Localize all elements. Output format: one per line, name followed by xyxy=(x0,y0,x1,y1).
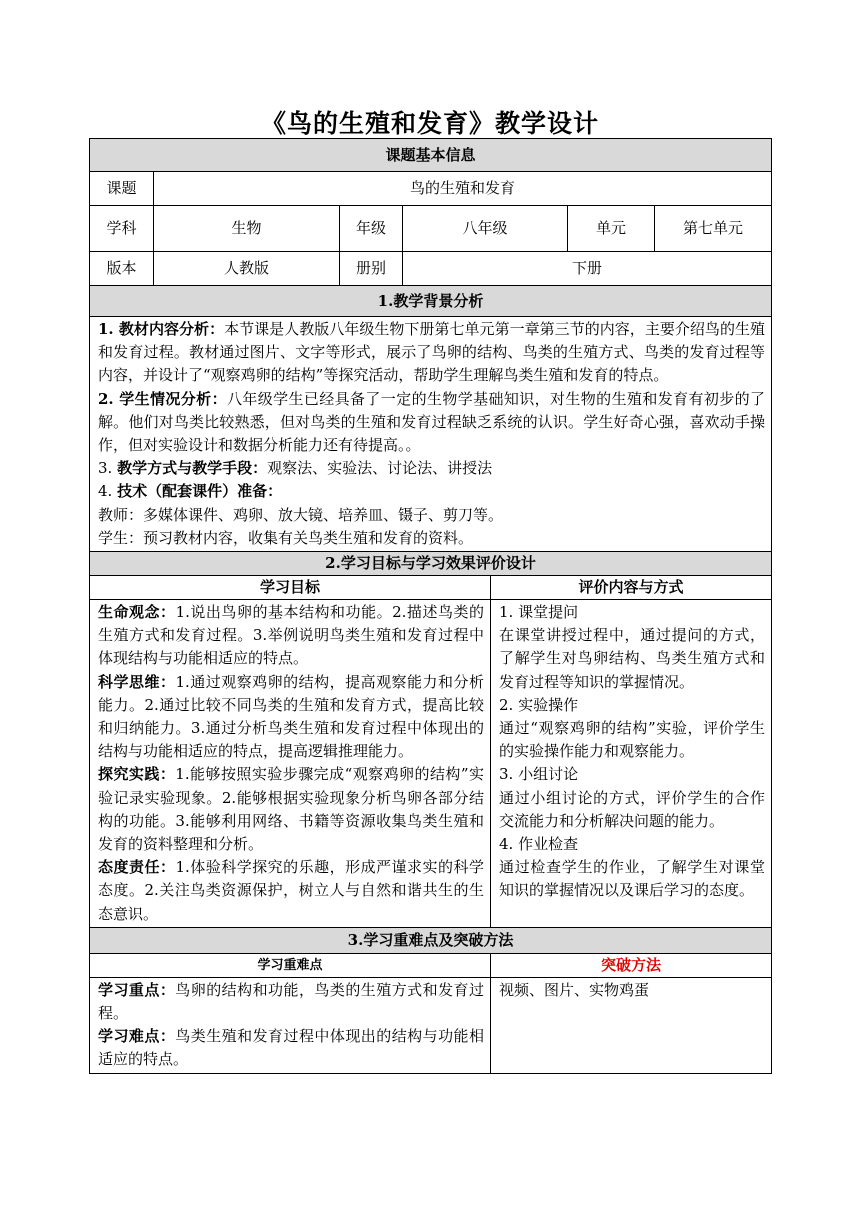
method-column-header: 突破方法 xyxy=(491,953,772,977)
unit-label: 单元 xyxy=(568,206,655,252)
volume-value: 下册 xyxy=(403,252,772,286)
section-header-keypoints: 3.学习重难点及突破方法 xyxy=(90,927,772,953)
edition-label: 版本 xyxy=(90,252,154,286)
eval-text-2: 通过“观察鸡卵的结构”实验，评价学生的实验操作能力和观察能力。 xyxy=(499,719,766,761)
keypoints-content xyxy=(90,977,491,1073)
textbook-analysis: 1. 教材内容分析：本节课是人教版八年级生物下册第七单元第一章第三节的内容，主要介绍鸟的生殖和发育过程。教材通过图片、文字等形式，展示了鸟卵的结构、鸟类的生殖方式、鸟类的发育过程等内容，并设计了“观察鸡卵的结构”等探究活动，帮助学生理解鸟类生殖和发育的特点。 xyxy=(98,320,766,385)
goal-life-concept: 生命观念：1.说出鸟卵的基本结构和功能。2.描述鸟类的生殖方式和发育过程。3.举例说明鸟类生殖和发育过程中体现结构与功能相适应的特点。 xyxy=(98,603,484,668)
student-analysis: 2. 学生情况分析：八年级学生已经具备了一定的生物学基础知识，对生物的生殖和发育有初步的了解。他们对鸟类比较熟悉，但对鸟类的生殖和发育过程缺乏系统的认识。学生好奇心强，喜欢动手操作，但对实验设计和数据分析能力还有待提高。。 xyxy=(98,389,766,455)
topic-label: 课题 xyxy=(90,172,154,206)
eval-title-2: 2. 实验操作 xyxy=(499,695,579,714)
eval-title-3: 3. 小组讨论 xyxy=(499,765,579,784)
keypoints-column-header: 学习重难点 xyxy=(90,953,491,977)
breakthrough-methods: 视频、图片、实物鸡蛋 xyxy=(491,977,772,1073)
eval-title-1: 1. 课堂提问 xyxy=(499,603,579,622)
section-header-background: 1.教学背景分析 xyxy=(90,286,772,317)
eval-text-1: 在课堂讲授过程中，通过提问的方式，了解学生对鸟卵结构、鸟类生殖方式和发育过程等知识的掌握情况。 xyxy=(499,626,766,691)
eval-text-3: 通过小组讨论的方式，评价学生的合作交流能力和分析解决问题的能力。 xyxy=(499,788,766,830)
evaluation-methods xyxy=(491,600,772,928)
subject-label: 学科 xyxy=(90,206,154,252)
evaluation-column-header: 评价内容与方式 xyxy=(491,576,772,600)
edition-value: 人教版 xyxy=(154,252,340,286)
difficult-point: 学习难点：鸟类生殖和发育过程中体现出的结构与功能相适应的特点。 xyxy=(98,1027,484,1069)
lesson-plan-table xyxy=(89,138,772,1074)
teacher-preparation: 教师：多媒体课件、鸡卵、放大镜、培养皿、镊子、剪刀等。 xyxy=(98,505,504,524)
goal-scientific-thinking: 科学思维：1.通过观察鸡卵的结构，提高观察能力和分析能力。2.通过比较不同鸟类的生殖和发育方式，提高比较和归纳能力。3.通过分析鸟类生殖和发育过程中体现出的结构与功能相适应的特点，提高逻辑推理能力。 xyxy=(98,672,484,761)
grade-value: 八年级 xyxy=(403,206,568,252)
topic-value: 鸟的生殖和发育 xyxy=(154,172,772,206)
eval-text-4: 通过检查学生的作业，了解学生对课堂知识的掌握情况以及课后学习的态度。 xyxy=(499,858,766,900)
subject-value: 生物 xyxy=(154,206,340,252)
learning-goals xyxy=(90,600,491,928)
background-content xyxy=(90,317,772,552)
unit-value: 第七单元 xyxy=(655,206,772,252)
key-point: 学习重点：鸟卵的结构和功能，鸟类的生殖方式和发育过程。 xyxy=(98,980,484,1023)
tech-preparation: 4. 技术（配套课件）准备： xyxy=(98,482,283,501)
grade-label: 年级 xyxy=(340,206,403,252)
goal-inquiry-practice: 探究实践：1.能够按照实验步骤完成“观察鸡卵的结构”实验记录实验现象。2.能够根据实验现象分析鸟卵各部分结构的功能。3.能够利用网络、书籍等资源收集鸟类生殖和发育的资料整理和分析。 xyxy=(98,765,484,854)
section-header-basic: 课题基本信息 xyxy=(90,139,772,172)
student-preparation: 学生：预习教材内容，收集有关鸟类生殖和发育的资料。 xyxy=(98,528,474,547)
page-title: 《鸟的生殖和发育》教学设计 xyxy=(260,109,599,138)
volume-label: 册别 xyxy=(340,252,403,286)
teaching-methods: 3. 教学方式与教学手段：观察法、实验法、讨论法、讲授法 xyxy=(98,459,493,478)
goals-column-header: 学习目标 xyxy=(90,576,491,600)
goal-attitude: 态度责任：1.体验科学探究的乐趣，形成严谨求实的科学态度。2.关注鸟类资源保护，树立人与自然和谐共生的生态意识。 xyxy=(98,858,484,923)
section-header-goals: 2.学习目标与学习效果评价设计 xyxy=(90,552,772,576)
eval-title-4: 4. 作业检查 xyxy=(499,835,579,854)
